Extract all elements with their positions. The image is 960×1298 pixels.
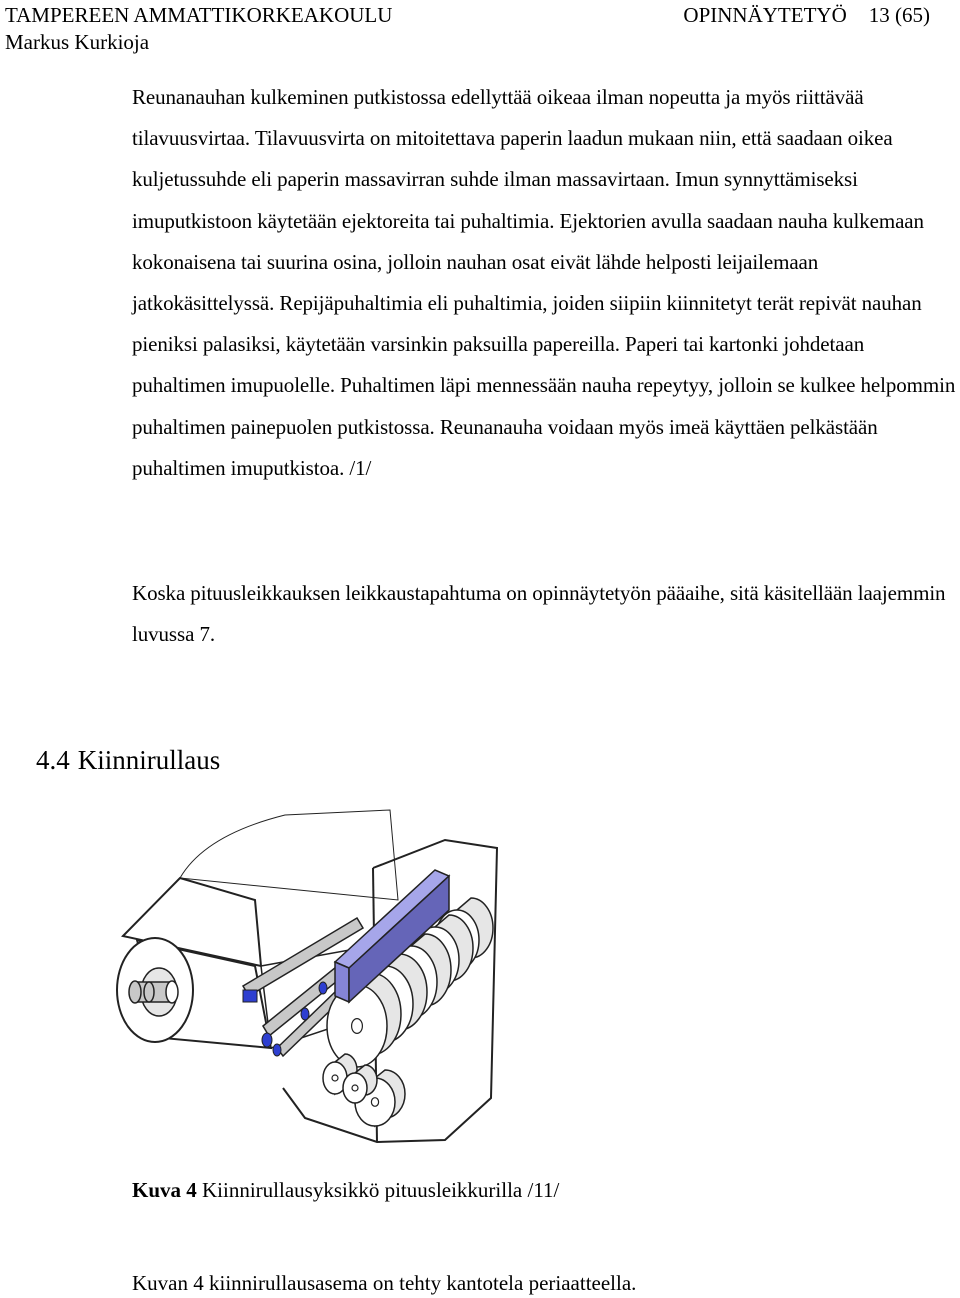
header-institution: TAMPEREEN AMMATTIKORKEAKOULU: [5, 3, 393, 27]
header-doc-type: OPINNÄYTETYÖ: [683, 3, 847, 27]
figure-caption: [132, 1175, 559, 1205]
section-number: 4.4: [36, 745, 70, 775]
body-paragraph-1: Reunanauhan kulkeminen putkistossa edellyttää oikeaa ilman nopeutta ja myös riittävää tilavuusvirtaa. Tilavuusvirta on mitoitettava paperin laadun mukaan niin, että saadaan oikea kuljetussuhde eli paperin massavirran suhde ilman massavirtaan. Imun synnyttämiseksi imuputkistoon käytetään ejektoreita tai puhaltimia. Ejektorien avulla saadaan nauha kulkemaan kokonaisena tai suurina osina, jolloin nauhan osat eivät lähde helposti leijailemaan jatkokäsittelyssä. Repijäpuhaltimia eli puhaltimia, joiden siipiin kiinnitetyt terät repivät nauhan pieniksi palasiksi, käytetään varsinkin paksuilla papereilla. Paperi tai kartonki johdetaan puhaltimen imupuolelle. Puhaltimen läpi mennessään nauha repeytyy, jolloin se kulkee helpommin puhaltimen painepuolen putkistossa. Reunanauha voidaan myös imeä käyttäen pelkästään puhaltimen imuputkistoa. /1/: [132, 85, 956, 480]
header-right: [683, 2, 930, 29]
header-page-number: 13 (65): [868, 3, 930, 27]
figure-caption-text: Kiinnirullausyksikkö pituusleikkurilla /11/: [202, 1178, 560, 1202]
winding-unit-illustration: [5, 790, 617, 1150]
paper-web-back: [180, 810, 398, 900]
header-author: Markus Kurkioja: [5, 30, 150, 54]
figure-caption-label: Kuva 4: [132, 1178, 197, 1202]
header-top-row: [5, 2, 930, 29]
closing-paragraph: Kuvan 4 kiinnirullausasema on tehty kantotela periaatteella.: [132, 1271, 637, 1295]
page-header: [5, 2, 930, 56]
section-title: Kiinnirullaus: [77, 745, 221, 775]
unwind-roll: [117, 878, 271, 1048]
unwind-shaft: [129, 981, 178, 1003]
section-heading: [36, 742, 220, 778]
winding-unit-figure: [5, 790, 617, 1150]
body-paragraph-2: Koska pituusleikkauksen leikkaustapahtuma on opinnäytetyön pääaihe, sitä käsitellään laajemmin luvussa 7.: [132, 581, 946, 647]
